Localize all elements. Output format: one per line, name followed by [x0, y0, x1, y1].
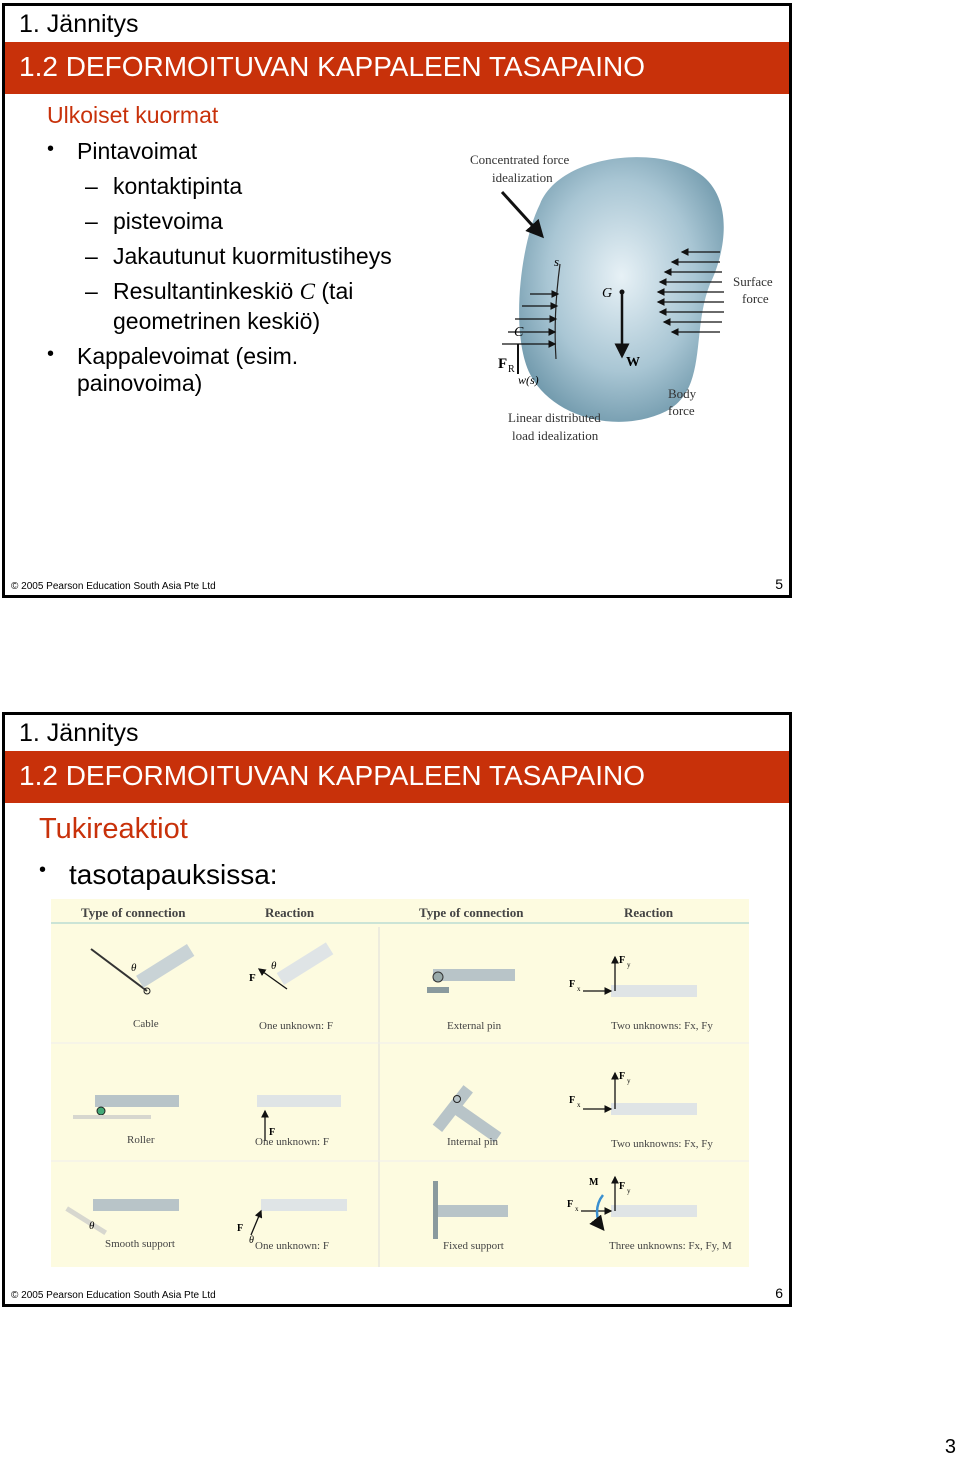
caption-roller-reaction: One unknown: F [255, 1136, 329, 1148]
fx-symbol: F [569, 1095, 576, 1106]
caption-internal-pin-reaction: Two unknowns: Fx, Fy [611, 1138, 713, 1150]
body-shape [519, 157, 724, 422]
fx-subscript: x [575, 1205, 579, 1213]
sub-item-text: Resultantinkeskiö [113, 278, 294, 304]
label-surface: Surface [733, 274, 773, 289]
caption-external-pin: External pin [447, 1020, 502, 1032]
sub-item: – kontaktipinta [113, 173, 242, 200]
caption-cable: Cable [133, 1018, 159, 1030]
page-number: 3 [944, 1436, 956, 1458]
fx-symbol: F [569, 979, 576, 990]
label-FR: F [498, 356, 508, 372]
label-body-force: force [668, 403, 695, 418]
sub-item: – Jakautunut kuormitustiheys [113, 243, 392, 270]
copyright-text: 2005 Pearson Education South Asia Pte Ltd [21, 1290, 216, 1301]
chapter-title: 1. Jännitys [19, 10, 139, 38]
bullet-item: • tasotapauksissa: [69, 859, 278, 891]
header-reaction-2: Reaction [624, 905, 674, 920]
sub-item: – pistevoima [113, 208, 223, 235]
bullet-item: • Kappalevoimat (esim. [77, 343, 298, 370]
fy-subscript: y [627, 1187, 631, 1195]
label-body: Body [668, 386, 697, 401]
caption-smooth-support: Smooth support [105, 1238, 175, 1250]
label-C: C [514, 325, 524, 340]
caption-fixed-support: Fixed support [443, 1240, 504, 1252]
label-W: W [626, 355, 640, 370]
label-idealization: idealization [492, 170, 553, 185]
bullet-continuation: painovoima) [77, 370, 203, 396]
moment-symbol: M [589, 1177, 599, 1188]
label-ws: w(s) [518, 373, 539, 387]
bullet-item: • Pintavoimat [77, 138, 197, 165]
label-linear: Linear distributed [508, 410, 601, 425]
copyright-text: 2005 Pearson Education South Asia Pte Ltd [21, 581, 216, 592]
centroid-symbol: C [299, 279, 315, 304]
label-R-subscript: R [508, 364, 515, 375]
slide-6 [2, 712, 792, 1307]
caption-cable-reaction: One unknown: F [259, 1020, 333, 1032]
slide-number: 5 [775, 576, 783, 592]
loads-figure [460, 144, 790, 454]
force-symbol: F [249, 972, 256, 984]
fy-subscript: y [627, 961, 631, 969]
theta-symbol: θ [131, 962, 137, 974]
theta-symbol: θ [89, 1220, 95, 1232]
subtitle: Ulkoiset kuormat [47, 102, 219, 128]
sub-item-text: (tai [321, 278, 354, 304]
slide-5 [2, 3, 792, 598]
header-reaction-1: Reaction [265, 905, 315, 920]
force-symbol: F [237, 1223, 244, 1234]
sub-item-continuation: geometrinen keskiö) [113, 308, 321, 334]
label-concentrated: Concentrated force [470, 152, 570, 167]
fy-symbol: F [619, 1071, 626, 1082]
theta-symbol: θ [249, 1235, 254, 1246]
header-type-2: Type of connection [419, 905, 524, 920]
force-symbol: F [269, 1127, 276, 1138]
label-G: G [602, 286, 613, 301]
label-load-ideal: load idealization [512, 428, 599, 443]
chapter-title: 1. Jännitys [19, 719, 139, 747]
caption-smooth-reaction: One unknown: F [255, 1240, 329, 1252]
section-title-bar: 1.2 DEFORMOITUVAN KAPPALEEN TASAPAINO [5, 42, 789, 94]
support-table [51, 899, 749, 1267]
sub-item [113, 278, 353, 305]
subtitle: Tukireaktiot [39, 813, 188, 845]
fy-symbol: F [619, 955, 626, 966]
header-type-1: Type of connection [81, 905, 186, 920]
caption-fixed-reaction: Three unknowns: Fx, Fy, M [609, 1240, 732, 1252]
caption-external-pin-reaction: Two unknowns: Fx, Fy [611, 1020, 713, 1032]
label-s: s [554, 254, 560, 269]
fy-symbol: F [619, 1181, 626, 1192]
fx-subscript: x [577, 985, 581, 993]
fy-subscript: y [627, 1077, 631, 1085]
slide-number: 6 [775, 1285, 783, 1301]
caption-internal-pin: Internal pin [447, 1136, 499, 1148]
section-title-bar: 1.2 DEFORMOITUVAN KAPPALEEN TASAPAINO [5, 751, 789, 803]
copyright: © 2005 Pearson Education South Asia Pte Ltd [11, 581, 216, 592]
theta-symbol: θ [271, 960, 277, 972]
fx-subscript: x [577, 1101, 581, 1109]
label-surface-force: force [742, 291, 769, 306]
copyright: © 2005 Pearson Education South Asia Pte Ltd [11, 1290, 216, 1301]
fx-symbol: F [567, 1199, 574, 1210]
caption-roller: Roller [127, 1134, 155, 1146]
